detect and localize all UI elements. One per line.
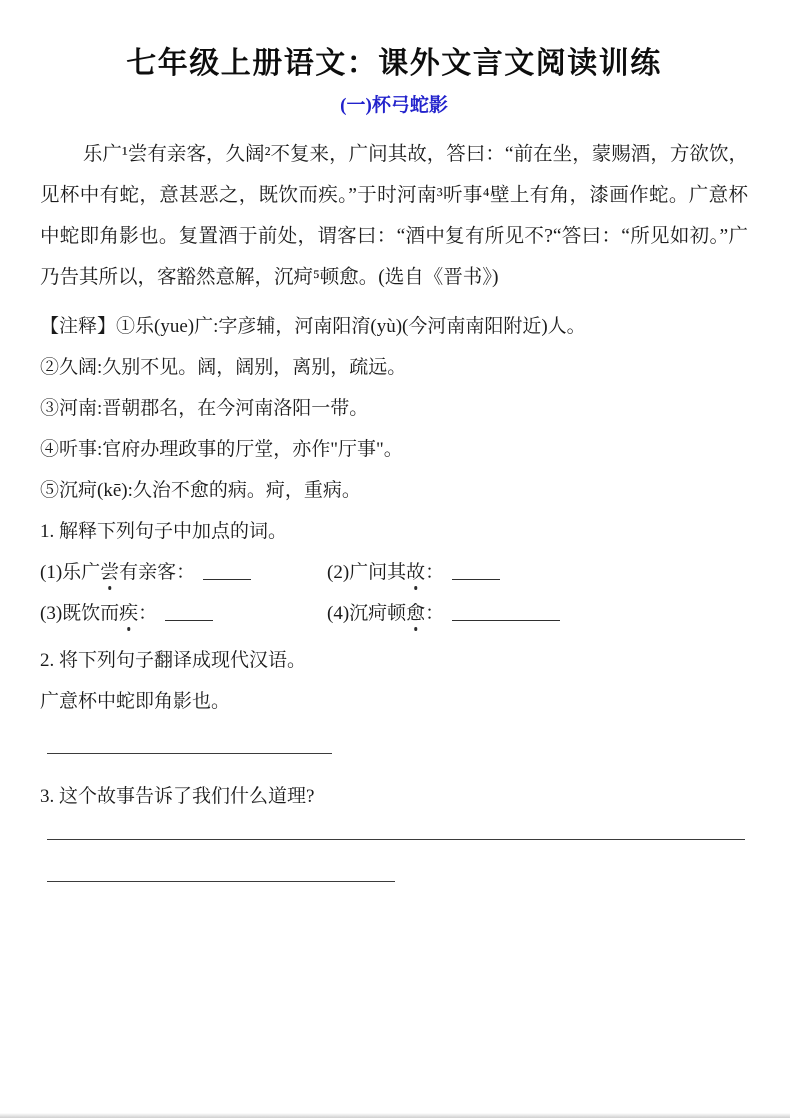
answer-blank[interactable] [165,606,213,621]
note-3: ③河南:晋朝郡名，在今河南洛阳一带。 [40,397,369,419]
note-2: ②久阔:久别不见。阔，阔别，离别，疏远。 [40,356,407,378]
note-4: ④听事:官府办理政事的厅堂，亦作"厅事"。 [40,438,403,460]
answer-line-q2[interactable] [47,753,332,754]
passage-text: 乐广¹尝有亲客，久阔²不复来，广问其故，答曰：“前在坐，蒙赐酒，方欲饮，见杯中有蛇，意甚恶之，既饮而疾。”于时河南³听事⁴壁上有角，漆画作蛇。广意杯中蛇即角影也。复置酒于前处，谓客曰：“酒中复有所见不?“答曰：“所见如初。”广乃告其所以，客豁然意解，沉疴⁵顿愈。(选自《晋书》) [40,143,748,288]
section-subtitle: (一)杯弓蛇影 [340,95,448,116]
answer-blank[interactable] [203,565,251,580]
item-text-pre: (3)既饮而 [40,602,120,624]
page-bottom-shadow [0,1113,790,1118]
question-1-item-2 [327,552,748,593]
item-text-post: ： [138,602,158,624]
question-1-item-4 [327,593,748,634]
answer-blank[interactable] [452,606,560,621]
answer-line-q3-second[interactable] [47,881,395,882]
item-text-post: ： [425,561,445,583]
question-1-item-3 [40,593,327,634]
question-3-label: 3. 这个故事告诉了我们什么道理? [40,785,315,807]
answer-line-q3-first[interactable] [47,839,745,840]
question-1-row-a [40,552,748,593]
emphasized-char: 疾 [119,602,139,624]
question-2-label: 2. 将下列句子翻译成现代汉语。 [40,649,307,671]
item-text-pre: (2)广问其 [327,561,407,583]
page-title: 七年级上册语文：课外文言文阅读训练 [126,47,662,80]
emphasized-char: 故 [406,561,426,583]
question-2-sentence: 广意杯中蛇即角影也。 [40,690,231,712]
question-1-label: 1. 解释下列句子中加点的词。 [40,520,288,542]
notes-section [40,306,748,511]
note-5: ⑤沉疴(kē):久治不愈的病。疴，重病。 [40,479,361,501]
item-text-pre: (1)乐广 [40,561,101,583]
item-text-post: 有亲客： [119,561,196,583]
question-1-item-1 [40,552,327,593]
item-text-pre: (4)沉疴顿 [327,602,407,624]
question-1-row-b [40,593,748,634]
item-text-post: ： [425,602,445,624]
emphasized-char: 愈 [406,602,426,624]
emphasized-char: 尝 [100,561,120,583]
answer-blank[interactable] [452,565,500,580]
note-1: 【注释】①乐(yue)广:字彦辅，河南阳淯(yù)(今河南南阳附近)人。 [40,315,586,337]
